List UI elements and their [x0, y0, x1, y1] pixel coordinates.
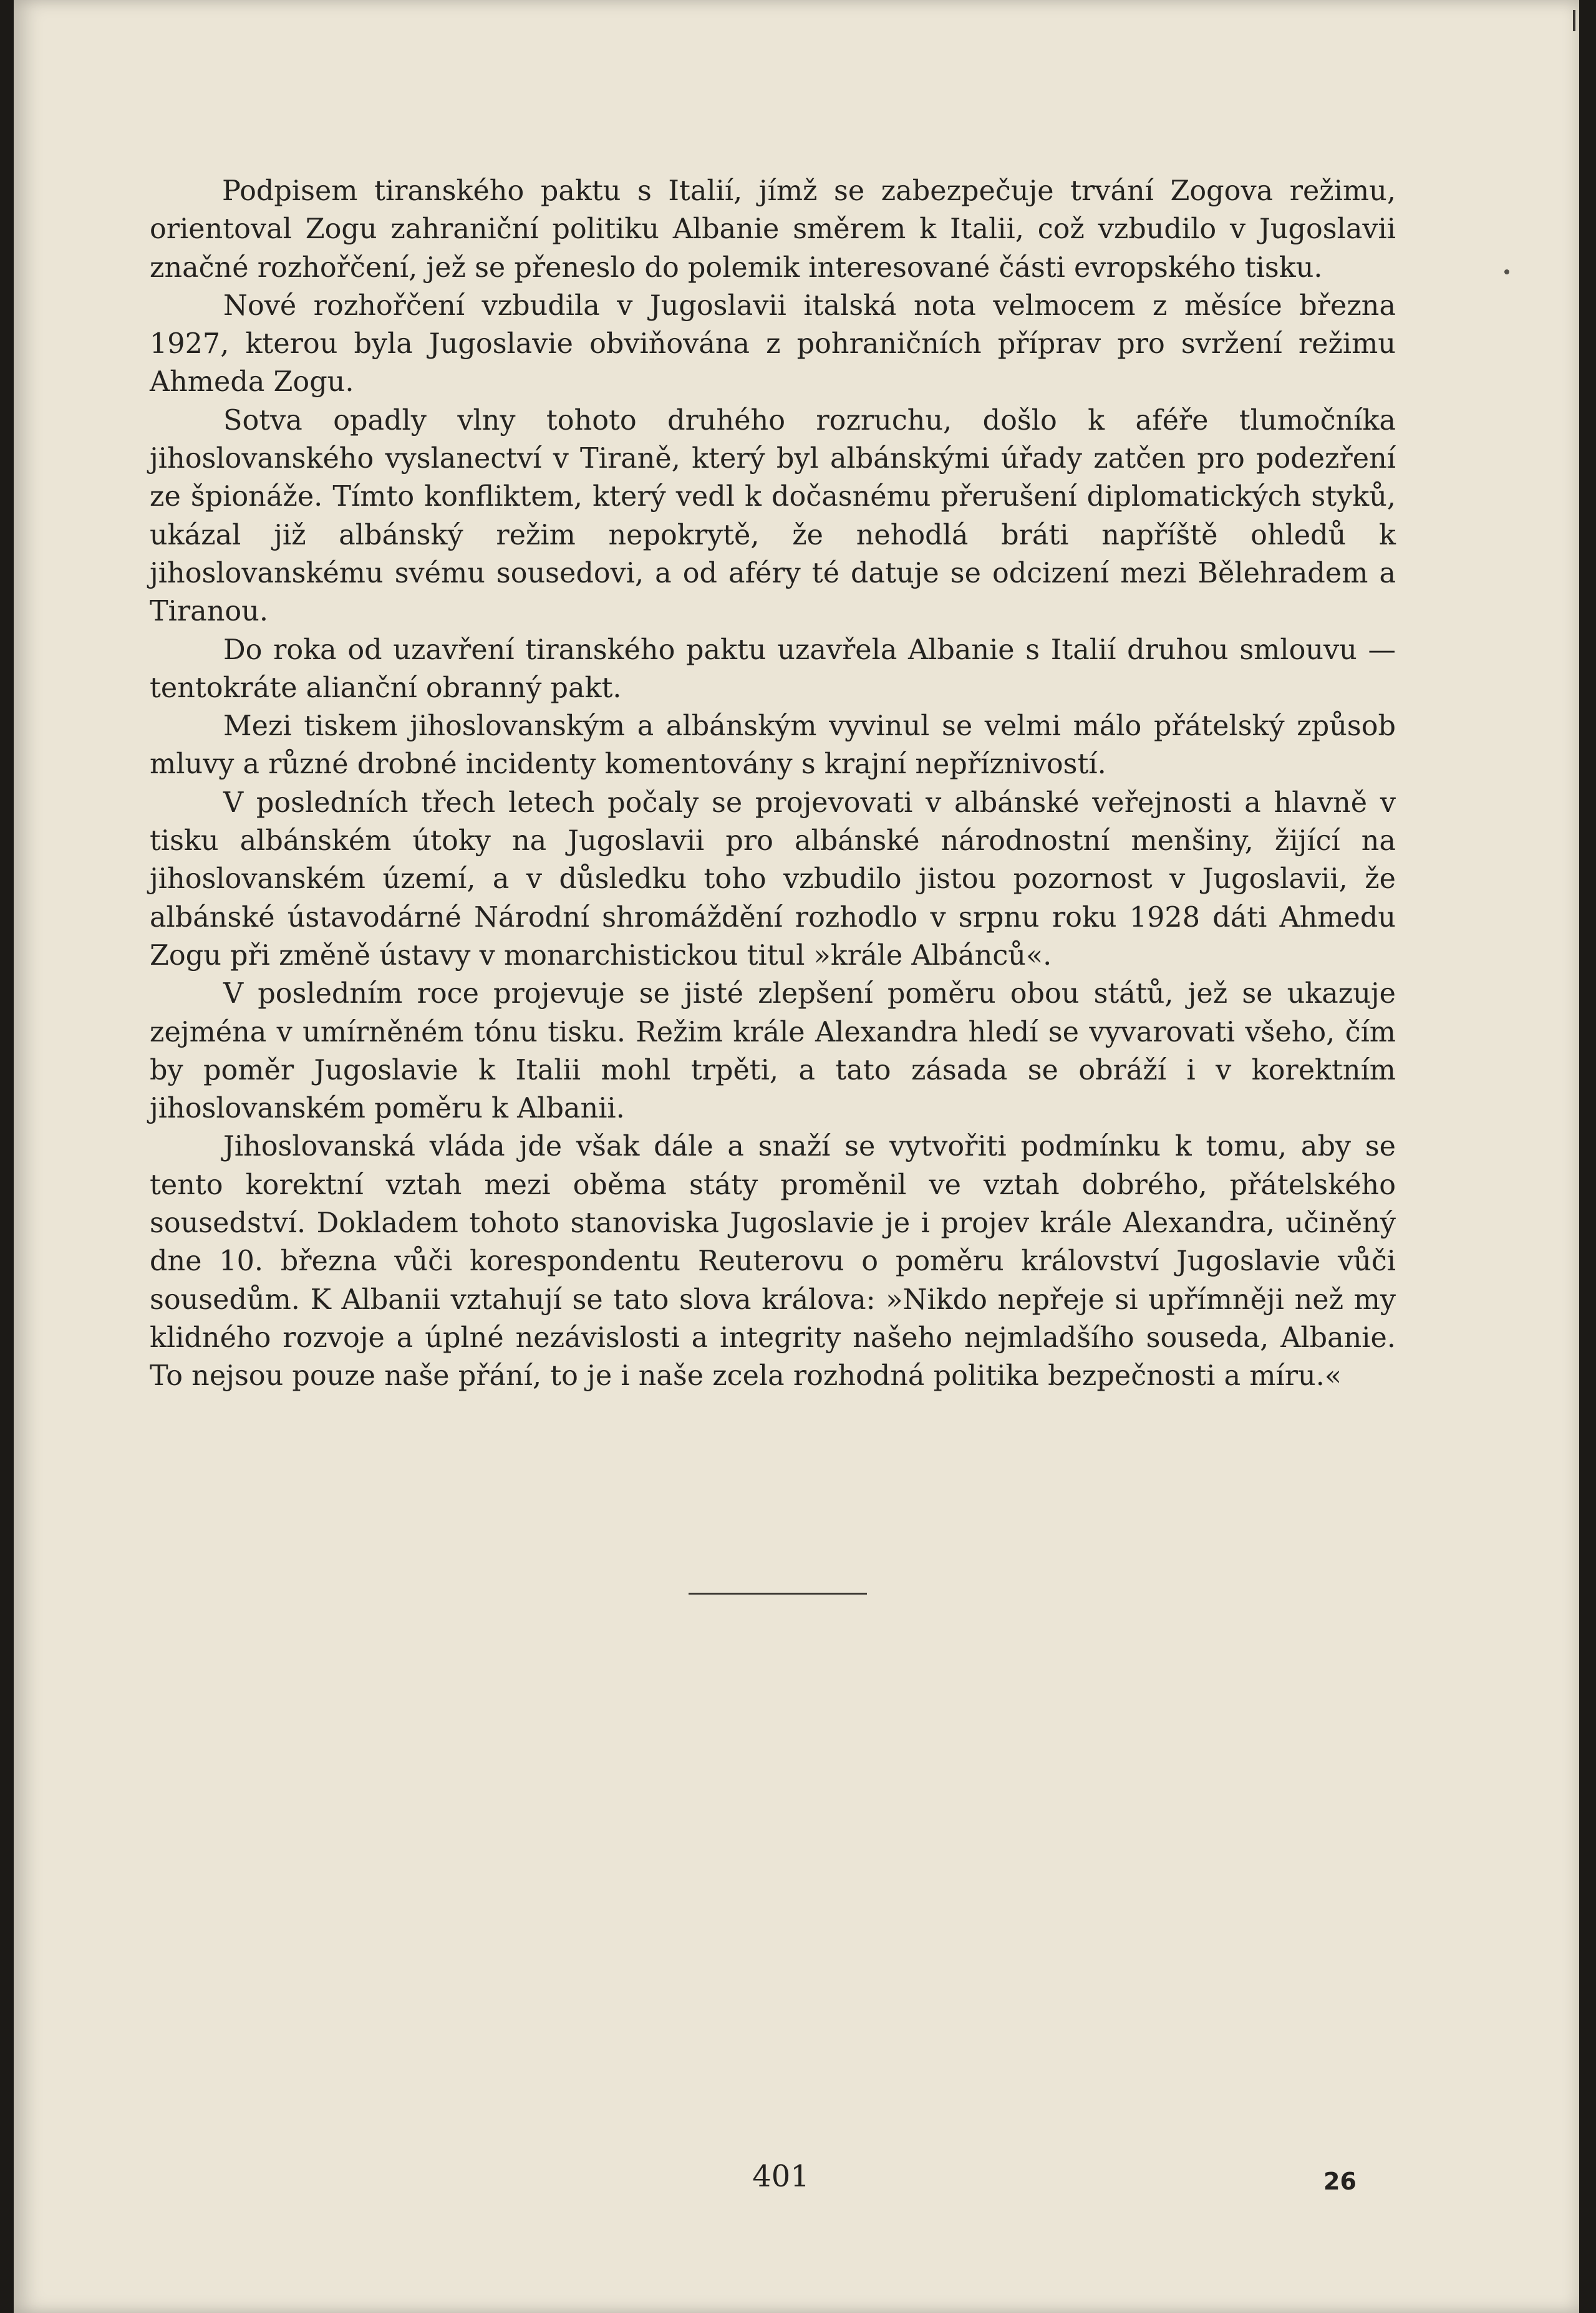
body-text: [150, 172, 1396, 1396]
paragraph-1: Podpisem tiranského paktu s Italií, jímž se zabezpečuje trvání Zogova režimu, orientoval Zogu zahraniční politiku Albanie směrem k Italii, což vzbudilo v Jugoslavii značné rozhořčení, jež se přeneslo do polemik interesované části evropského tisku.: [150, 175, 1396, 284]
paragraph-4: Do roka od uzavření tiranského paktu uzavřela Albanie s Italií druhou smlouvu — tentokráte alianční obranný pakt.: [150, 634, 1396, 704]
corner-mark: [1573, 10, 1575, 31]
printer-signature-mark: 26: [1323, 2168, 1357, 2195]
paragraph-7: V posledním roce projevuje se jisté zlepšení poměru obou států, jež se ukazuje zejména v umírněném tónu tisku. Režim krále Alexandra hledí se vyvarovati všeho, čím by poměr Jugoslavie k Italii mohl trpěti, a tato zásada se obráží i v korektním jihoslovanském poměru k Albanii.: [150, 978, 1396, 1125]
page-number: 401: [752, 2159, 810, 2194]
book-page: [14, 0, 1579, 2313]
paragraph-8: Jihoslovanská vláda jde však dále a snaží se vytvořiti podmínku k tomu, aby se tento korektní vztah mezi oběma státy proměnil ve vztah dobrého, přátelského sousedství. Dokladem tohoto stanoviska Jugoslavie je i projev krále Alexandra, učiněný dne 10. března vůči korespondentu Reuterovu o poměru království Jugoslavie vůči sousedům. K Albanii vztahují se tato slova králova: »Nikdo nepřeje si upřímněji než my klidného rozvoje a úplné nezávislosti a integrity našeho nejmladšího souseda, Albanie. To nejsou pouze naše přání, to je i naše zcela rozhodná politika bezpečnosti a míru.«: [150, 1131, 1396, 1393]
margin-dot: [1504, 269, 1509, 274]
paragraph-5: Mezi tiskem jihoslovanským a albánským vyvinul se velmi málo přátelský způsob mluvy a různé drobné incidenty komentovány s krajní nepříznivostí.: [150, 710, 1396, 781]
paragraph-6: V posledních třech letech počaly se projevovati v albánské veřejnosti a hlavně v tisku albánském útoky na Jugoslavii pro albánské národnostní menšiny, žijící na jihoslovanském území, a v důsledku toho vzbudilo jistou pozornost v Jugoslavii, že albánské ústavodárné Národní shromáždění rozhodlo v srpnu roku 1928 dáti Ahmedu Zogu při změně ústavy v monarchistickou titul »krále Albánců«.: [150, 786, 1396, 972]
paragraph-2: Nové rozhořčení vzbudila v Jugoslavii italská nota velmocem z měsíce března 1927, kterou byla Jugoslavie obviňována z pohraničních příprav pro svržení režimu Ahmeda Zogu.: [150, 289, 1396, 398]
section-end-rule: [689, 1593, 867, 1595]
paragraph-3: Sotva opadly vlny tohoto druhého rozruchu, došlo k aféře tlumočníka jihoslovanského vyslanectví v Tiraně, který byl albánskými úřady zatčen pro podezření ze špionáže. Tímto konfliktem, který vedl k dočasnému přerušení diplomatických styků, ukázal již albánský režim nepokrytě, že nehodlá bráti napříště ohledů k jihoslovanskému svému sousedovi, a od aféry té datuje se odcizení mezi Bělehradem a Tiranou.: [150, 404, 1396, 628]
